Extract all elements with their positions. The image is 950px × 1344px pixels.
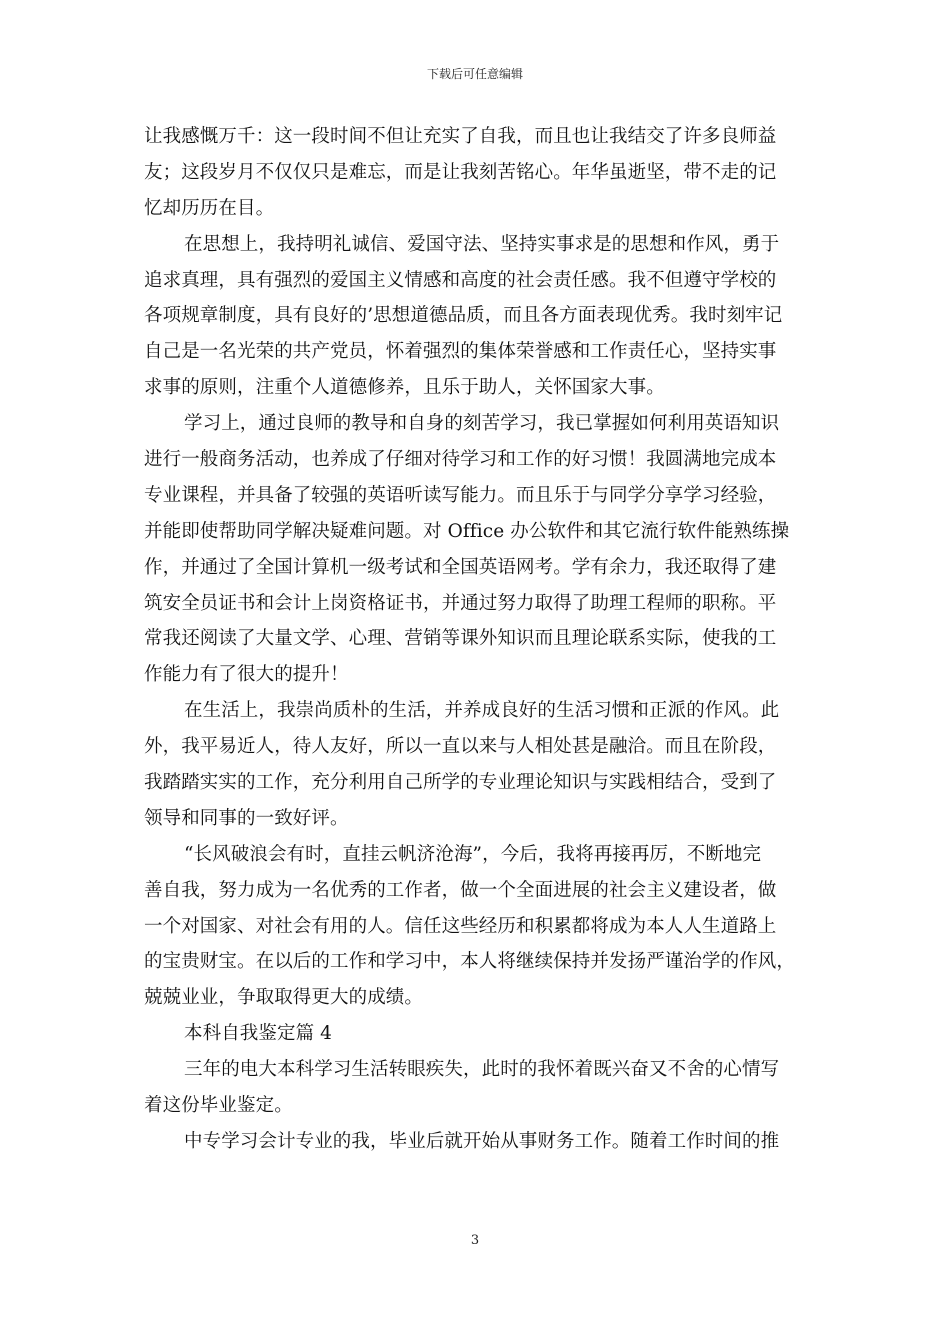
page-header: 下载后可任意编辑 — [426, 67, 523, 81]
page-number: 3 — [470, 1233, 480, 1248]
text-line: 领导和同事的一致好评。 — [144, 807, 349, 829]
text-line: 中专学习会计专业的我，毕业后就开始从事财务工作。随着工作时间的推 — [184, 1130, 780, 1152]
text-line: 追求真理，具有强烈的爱国主义情感和高度的社会责任感。我不但遵守学校的 — [144, 269, 777, 291]
text-line: 专业课程，并具备了较强的英语听读写能力。而且乐于与同学分享学习经验， — [144, 484, 777, 506]
text-line: 我踏踏实实的工作，充分利用自己所学的专业理论知识与实践相结合，受到了 — [144, 772, 777, 794]
text-line: 作能力有了很大的提升！ — [144, 664, 349, 686]
text-line: 求事的原则，注重个人道德修养，且乐于助人，关怀国家大事。 — [144, 377, 665, 399]
text-line: 的宝贵财宝。在以后的工作和学习中，本人将继续保持并发扬严谨治学的作风， — [144, 951, 796, 973]
text-line: “长风破浪会有时，直挂云帆济沧海”，今后，我将再接再厉，不断地完 — [184, 843, 762, 865]
text-line: 在思想上，我持明礼诚信、爱国守法、坚持实事求是的思想和作风，勇于 — [184, 233, 780, 255]
text-line: 并能即使帮助同学解决疑难问题。对 Office 办公软件和其它流行软件能熟练操 — [144, 520, 790, 542]
text-line: 善自我，努力成为一名优秀的工作者，做一个全面进展的社会主义建设者，做 — [144, 879, 777, 901]
text-line: 各项规章制度，具有良好的’思想道德品质，而且各方面表现优秀。我时刻牢记 — [144, 305, 783, 327]
text-line: 一个对国家、对社会有用的人。信任这些经历和积累都将成为本人人生道路上 — [144, 915, 777, 937]
text-line: 忆却历历在目。 — [144, 197, 275, 219]
text-line: 外，我平易近人，待人友好，所以一直以来与人相处甚是融洽。而且在阶段， — [144, 736, 777, 758]
text-line: 进行一般商务活动，也养成了仔细对待学习和工作的好习惯！我圆满地完成本 — [144, 449, 777, 471]
text-line: 作，并通过了全国计算机一级考试和全国英语网考。学有余力，我还取得了建 — [144, 556, 777, 578]
text-line: 筑安全员证书和会计上岗资格证书，并通过努力取得了助理工程师的职称。平 — [144, 592, 777, 614]
text-line: 本科自我鉴定篇 4 — [184, 1023, 333, 1045]
text-line: 自己是一名光荣的共产党员，怀着强烈的集体荣誉感和工作责任心，坚持实事 — [144, 341, 777, 363]
document-body — [144, 119, 812, 1160]
text-line: 让我感慨万千：这一段时间不但让充实了自我，而且也让我结交了许多良师益 — [144, 126, 777, 147]
text-line: 在生活上，我崇尚质朴的生活，并养成良好的生活习惯和正派的作风。此 — [184, 700, 780, 722]
text-line: 友；这段岁月不仅仅只是难忘，而是让我刻苦铭心。年华虽逝坚，带不走的记 — [144, 161, 777, 183]
text-line: 着这份毕业鉴定。 — [144, 1095, 293, 1117]
text-line: 常我还阅读了大量文学、心理、营销等课外知识而且理论联系实际，使我的工 — [144, 628, 777, 650]
text-line: 兢兢业业，争取取得更大的成绩。 — [144, 987, 424, 1009]
text-line: 学习上，通过良师的教导和自身的刻苦学习，我已掌握如何利用英语知识 — [184, 413, 780, 435]
text-line: 三年的电大本科学习生活转眼疾失，此时的我怀着既兴奋又不舍的心情写 — [184, 1059, 780, 1081]
